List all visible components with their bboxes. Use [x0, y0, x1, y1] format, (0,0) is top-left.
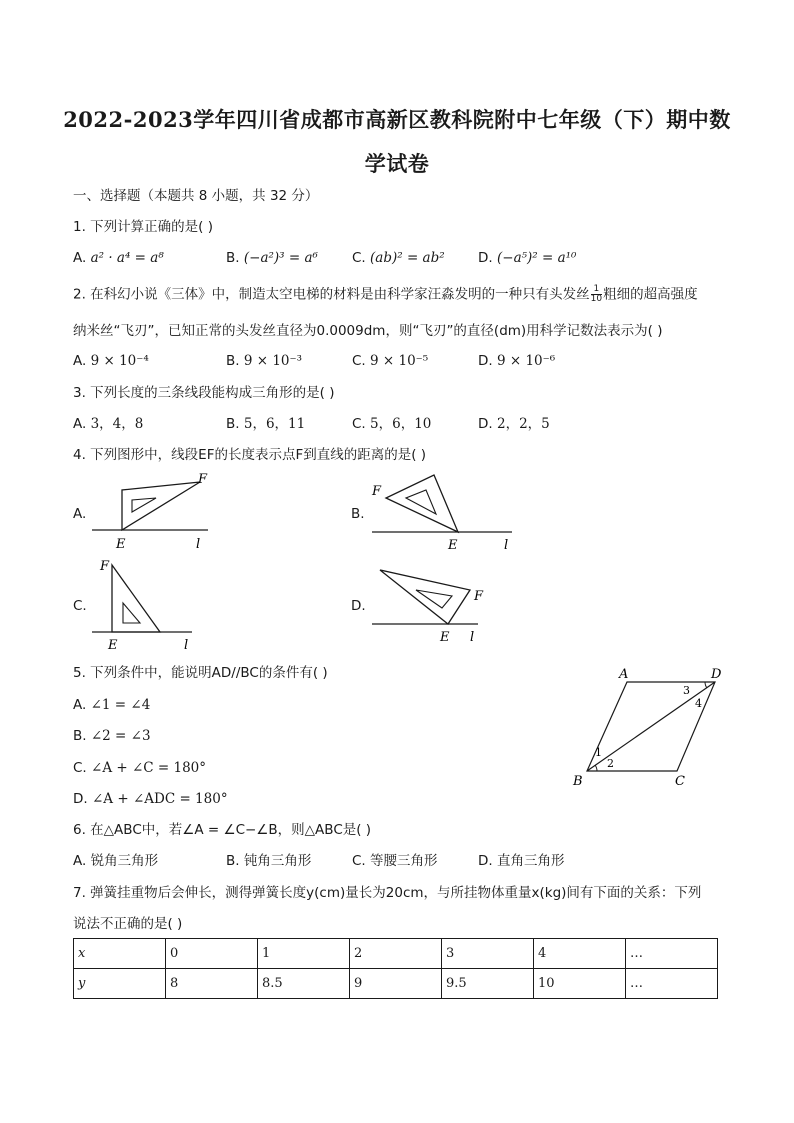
fraction-one-tenth: $\frac{1}{10}$ — [590, 284, 603, 304]
angle-label-2: 2 — [607, 757, 614, 770]
label-e: E — [448, 538, 458, 550]
set-square-outer — [122, 482, 200, 530]
table-cell: 9.5 — [442, 969, 534, 999]
set-square-inner — [416, 590, 452, 608]
q7-stem-line1: 7. 弹簧挂重物后会伸长，测得弹簧长度y(cm)量长为20cm，与所挂物体重量x(kg)间有下面的关系：下列 — [73, 885, 702, 901]
q4-option-a-letter: A. — [73, 506, 87, 522]
angle-label-3: 3 — [683, 684, 690, 697]
q2-option-d: D. 9 × 10⁻⁶ — [478, 353, 556, 369]
section-heading: 一、选择题（本题共 8 小题，共 32 分） — [73, 188, 319, 204]
label-l: l — [184, 638, 189, 652]
label-l: l — [196, 537, 201, 550]
table-cell: y — [74, 969, 166, 999]
table-cell: 0 — [166, 939, 258, 969]
table-row-x — [74, 939, 718, 969]
q6-stem: 6. 在△ABC中，若∠A = ∠C−∠B，则△ABC是( ) — [73, 822, 372, 838]
q2-option-c: C. 9 × 10⁻⁵ — [352, 353, 429, 369]
vertex-b: B — [573, 774, 583, 789]
q4-option-b-letter: B. — [351, 506, 365, 522]
table-cell: 2 — [350, 939, 442, 969]
q3-option-c: C. 5，6，10 — [352, 416, 432, 432]
vertex-c: C — [675, 774, 685, 789]
label-l: l — [470, 630, 475, 645]
set-square-outer — [112, 565, 160, 632]
q1-option-a: A. a² · a⁴ = a⁸ — [73, 250, 164, 266]
q3-option-d: D. 2，2，5 — [478, 416, 550, 432]
set-square-outer — [386, 475, 458, 532]
table-row-y — [74, 969, 718, 999]
q2-option-a: A. 9 × 10⁻⁴ — [73, 353, 149, 369]
q4-figure-b — [366, 470, 516, 550]
table-cell: x — [74, 939, 166, 969]
q2-option-b: B. 9 × 10⁻³ — [226, 353, 303, 369]
q6-option-a: A. 锐角三角形 — [73, 853, 159, 869]
set-square-inner — [132, 498, 156, 512]
q4-stem: 4. 下列图形中，线段EF的长度表示点F到直线的距离的是( ) — [73, 447, 427, 463]
label-l: l — [504, 538, 509, 550]
label-f: F — [198, 472, 208, 487]
q4-option-c-letter: C. — [73, 598, 87, 614]
q6-option-d: D. 直角三角形 — [478, 853, 565, 869]
exam-title-line1: 2022-2023学年四川省成都市高新区教科院附中七年级（下）期中数 — [63, 107, 731, 132]
table-cell: 8.5 — [258, 969, 350, 999]
q1-option-b: B. (−a²)³ = a⁶ — [226, 250, 318, 266]
q3-option-a: A. 3，4，8 — [73, 416, 144, 432]
q3-stem: 3. 下列长度的三条线段能构成三角形的是( ) — [73, 385, 335, 401]
table-cell: 4 — [534, 939, 626, 969]
q1-option-c: C. (ab)² = ab² — [352, 250, 445, 266]
q7-stem-line2: 说法不正确的是( ) — [73, 916, 183, 932]
q4-figure-a — [88, 470, 218, 550]
angle-arc-d — [705, 682, 707, 688]
q2-stem-line1: 2. 在科幻小说《三体》中，制造太空电梯的材料是由科学家汪淼发明的一种只有头发丝 $\frac{1}{10}$ 粗细的超高强度 — [73, 284, 698, 304]
label-f: F — [474, 589, 484, 604]
set-square-inner — [123, 603, 140, 623]
label-e: E — [108, 638, 118, 652]
q2-stem-line2: 纳米丝“飞刃”，已知正常的头发丝直径为0.0009dm，则“飞刃”的直径(dm)用科学记数法表示为( ) — [73, 323, 663, 339]
q5-option-b: B. ∠2 = ∠3 — [73, 728, 151, 744]
vertex-a: A — [619, 667, 629, 682]
q7-data-table — [73, 938, 718, 999]
label-e: E — [116, 537, 126, 550]
q5-option-d: D. ∠A + ∠ADC = 180° — [73, 791, 228, 807]
exam-title-line2: 学试卷 — [364, 151, 430, 176]
table-cell: 9 — [350, 969, 442, 999]
q1-option-d: D. (−a⁵)² = a¹⁰ — [478, 250, 577, 266]
table-cell: 8 — [166, 969, 258, 999]
q5-stem: 5. 下列条件中，能说明AD//BC的条件有( ) — [73, 665, 328, 681]
q1-stem: 1. 下列计算正确的是( ) — [73, 219, 213, 235]
q4-figure-d — [366, 562, 496, 647]
q4-option-d-letter: D. — [351, 598, 366, 614]
label-e: E — [440, 630, 450, 645]
angle-arc-b — [595, 765, 597, 771]
angle-label-1: 1 — [595, 746, 602, 759]
q5-option-a: A. ∠1 = ∠4 — [73, 697, 151, 713]
set-square-outer — [380, 570, 470, 624]
q6-option-c: C. 等腰三角形 — [352, 853, 438, 869]
vertex-d: D — [711, 667, 722, 682]
label-f: F — [100, 559, 110, 574]
q6-option-b: B. 钝角三角形 — [226, 853, 312, 869]
q4-figure-c — [88, 557, 198, 652]
table-cell: … — [626, 939, 718, 969]
table-cell: 1 — [258, 939, 350, 969]
table-cell: 10 — [534, 969, 626, 999]
table-cell: 3 — [442, 939, 534, 969]
angle-label-4: 4 — [695, 697, 702, 710]
set-square-inner — [406, 490, 436, 514]
q3-option-b: B. 5，6，11 — [226, 416, 306, 432]
label-f: F — [372, 484, 382, 499]
q5-parallelogram-figure — [565, 663, 730, 793]
table-cell: … — [626, 969, 718, 999]
q5-option-c: C. ∠A + ∠C = 180° — [73, 760, 207, 776]
